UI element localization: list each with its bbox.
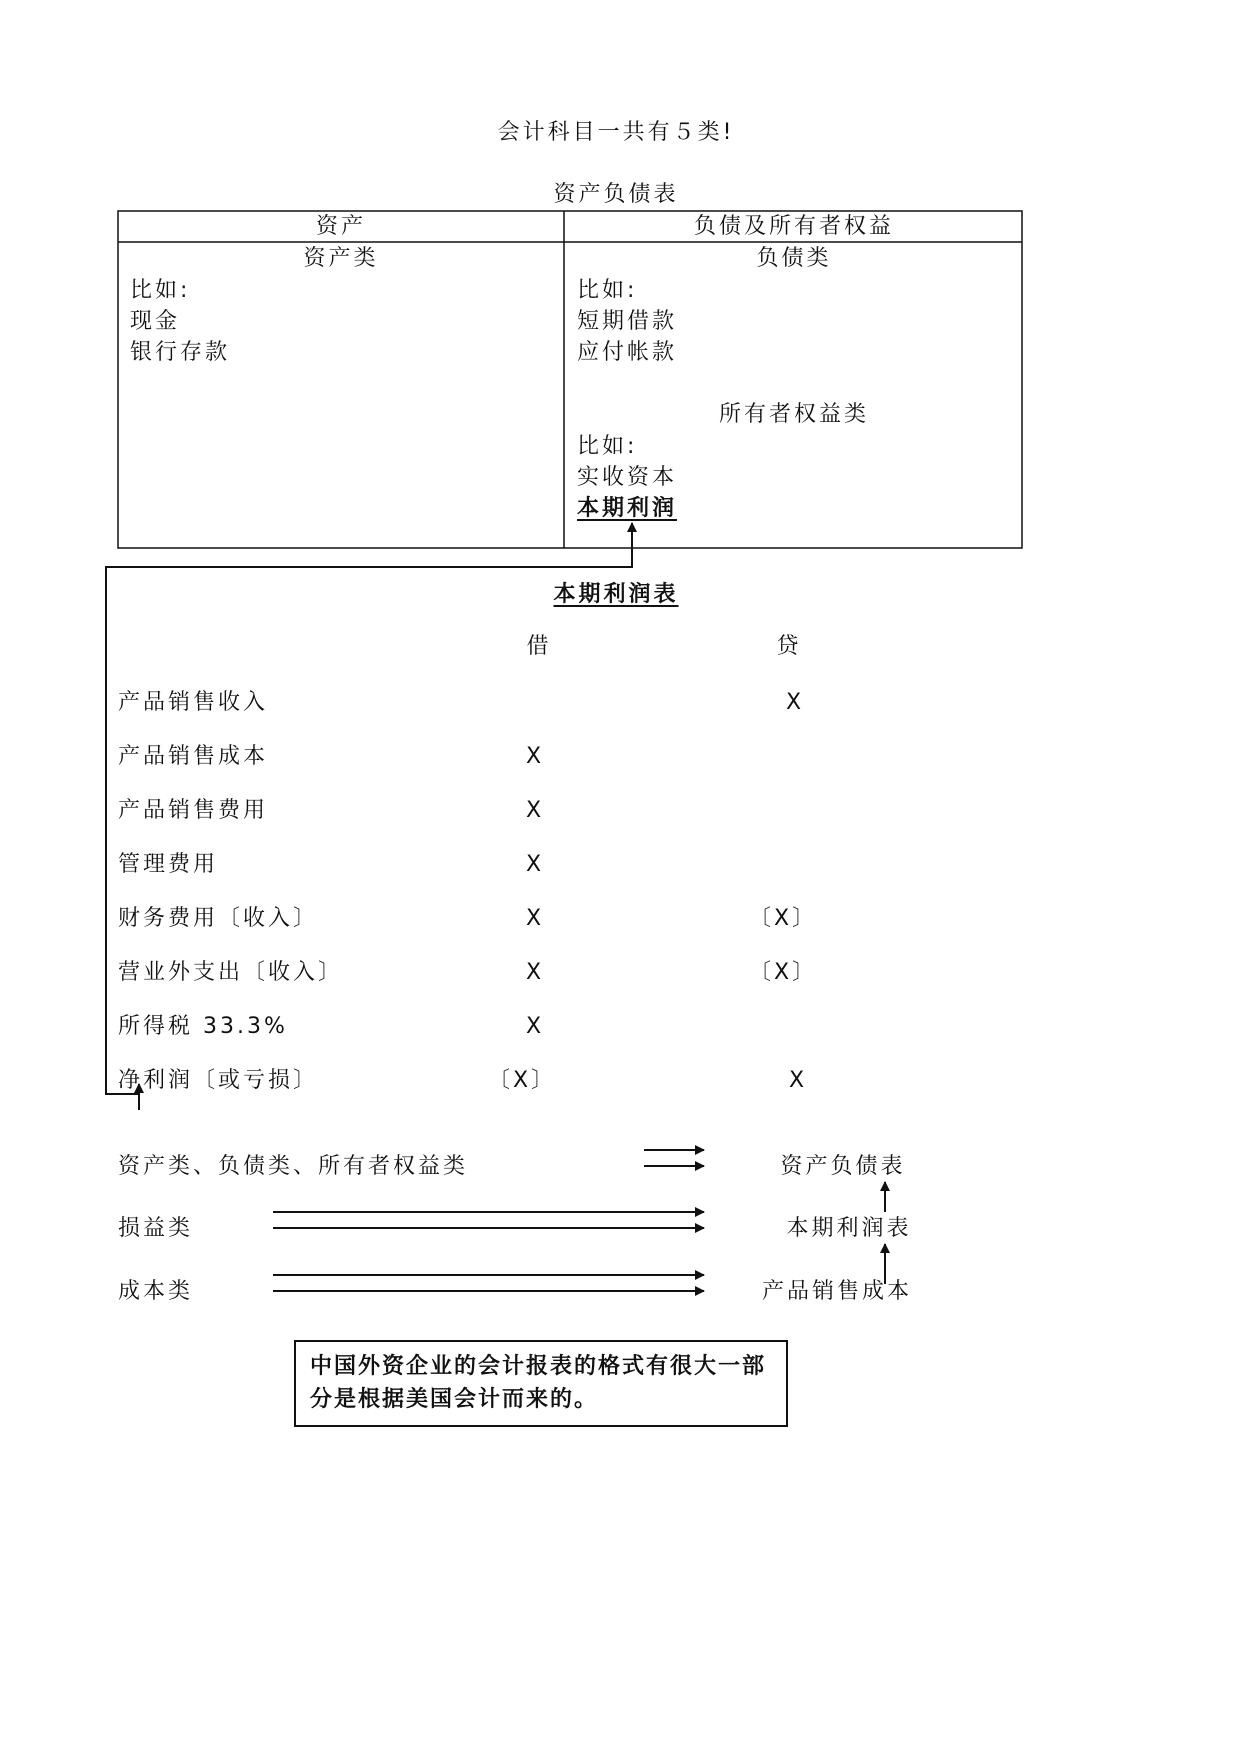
assets-item: 现金: [130, 309, 181, 334]
flow-source: 成本类: [118, 1279, 194, 1304]
income-row-credit: X: [785, 690, 805, 715]
liabilities-group: 负债类: [756, 246, 832, 271]
income-row-credit: 〔X〕: [748, 906, 818, 931]
income-row-label: 产品销售费用: [118, 798, 269, 823]
equity-item: 实收资本: [577, 465, 678, 490]
debit-header: 借: [526, 634, 552, 659]
liabilities-item: 应付帐款: [577, 340, 678, 365]
income-row-label: 财务费用〔收入〕: [118, 906, 319, 931]
liabilities-item: 短期借款: [577, 309, 678, 334]
income-row-label: 管理费用: [118, 852, 219, 877]
flow-target: 资产负债表: [780, 1154, 906, 1179]
assets-header: 资产: [315, 214, 367, 239]
note-box: 中国外资企业的会计报表的格式有很大一部分是根据美国会计而来的。: [294, 1340, 788, 1427]
assets-group: 资产类: [303, 246, 379, 271]
income-row-label: 产品销售收入: [118, 690, 269, 715]
flow-target: 产品销售成本: [761, 1279, 913, 1304]
assets-item: 银行存款: [130, 340, 231, 365]
income-row-debit: X: [525, 1014, 545, 1039]
income-statement-title: 本期利润表: [553, 582, 679, 607]
income-row-label: 所得税 33.3%: [118, 1014, 288, 1039]
equity-group: 所有者权益类: [718, 402, 870, 427]
income-row-debit: X: [525, 852, 545, 877]
income-row-credit: 〔X〕: [748, 960, 818, 985]
flow-target: 本期利润表: [786, 1216, 912, 1241]
income-row-debit: X: [525, 906, 545, 931]
page-heading: 会计科目一共有５类!: [497, 120, 735, 145]
balance-sheet-frame: [118, 211, 1022, 548]
liabilities-intro: 比如:: [577, 278, 638, 303]
income-row-label: 营业外支出〔收入〕: [118, 960, 344, 985]
balance-sheet-title: 资产负债表: [553, 182, 679, 207]
income-row-debit: X: [525, 798, 545, 823]
assets-intro: 比如:: [130, 278, 191, 303]
flow-source: 损益类: [118, 1216, 194, 1241]
flow-source: 资产类、负债类、所有者权益类: [118, 1154, 469, 1179]
liabilities-equity-header: 负债及所有者权益: [693, 214, 895, 239]
income-row-debit: 〔X〕: [487, 1068, 557, 1093]
income-row-label: 产品销售成本: [118, 744, 269, 769]
equity-item-current-profit: 本期利润: [577, 496, 678, 521]
equity-intro: 比如:: [577, 434, 638, 459]
income-row-label: 净利润〔或亏损〕: [118, 1068, 319, 1093]
credit-header: 贷: [776, 634, 802, 659]
income-row-debit: X: [525, 960, 545, 985]
income-row-debit: X: [525, 744, 545, 769]
income-row-credit: X: [788, 1068, 808, 1093]
